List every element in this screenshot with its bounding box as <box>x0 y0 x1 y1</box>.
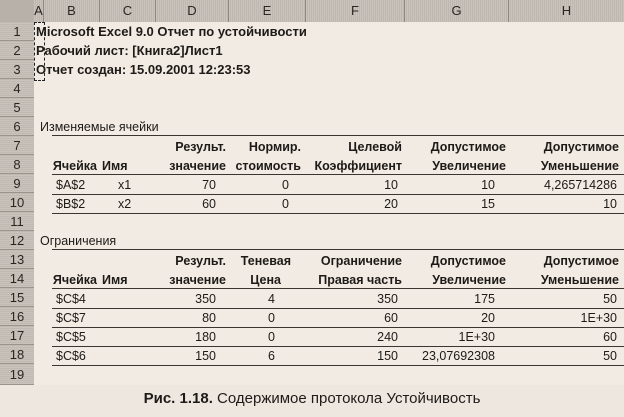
s1-hdr-dec[interactable]: Уменьшение <box>540 159 619 173</box>
column-header-f[interactable]: F <box>306 0 405 22</box>
column-header-e[interactable]: E <box>229 0 306 22</box>
section-variable-cells-title[interactable]: Изменяемые ячейки <box>40 120 159 134</box>
table-cell[interactable]: 10 <box>481 178 495 192</box>
table-cell[interactable]: 10 <box>603 197 617 211</box>
select-all-corner[interactable] <box>0 0 34 22</box>
table-cell[interactable]: $C$4 <box>56 292 86 306</box>
row-header-18[interactable]: 18 <box>0 345 34 364</box>
table-cell[interactable]: 15 <box>481 197 495 211</box>
table-cell[interactable]: $A$2 <box>56 178 86 192</box>
cell-grid <box>34 22 624 385</box>
table-cell[interactable]: $C$5 <box>56 330 86 344</box>
row-header-11[interactable]: 11 <box>0 212 34 231</box>
column-header-b[interactable]: B <box>44 0 100 22</box>
column-headers <box>34 0 624 22</box>
table-cell[interactable]: $C$7 <box>56 311 86 325</box>
row-header-4[interactable]: 4 <box>0 79 34 98</box>
s1-hdr-top-cost[interactable]: Нормир. <box>248 140 301 154</box>
table-cell[interactable]: 180 <box>195 330 216 344</box>
s1-hdr-name[interactable]: Имя <box>102 159 128 173</box>
row-header-14[interactable]: 14 <box>0 269 34 288</box>
s2-hdr-top-value[interactable]: Результ. <box>175 254 226 268</box>
row-header-10[interactable]: 10 <box>0 193 34 212</box>
s1-hdr-coef[interactable]: Коэффициент <box>314 159 402 173</box>
table-cell[interactable]: 0 <box>282 197 289 211</box>
table-cell[interactable]: 50 <box>603 292 617 306</box>
s2-row-rule <box>52 346 624 347</box>
table-cell[interactable]: x1 <box>118 178 132 192</box>
s1-hdr-top-dec[interactable]: Допустимое <box>543 140 619 154</box>
s2-header-rule <box>52 288 624 289</box>
section2-top-rule <box>52 249 624 250</box>
s1-row-rule <box>52 194 624 195</box>
table-cell[interactable]: 23,07692308 <box>422 349 495 363</box>
row-header-6[interactable]: 6 <box>0 117 34 136</box>
row-header-16[interactable]: 16 <box>0 307 34 326</box>
row-header-9[interactable]: 9 <box>0 174 34 193</box>
s1-hdr-value[interactable]: значение <box>169 159 226 173</box>
table-cell[interactable]: 0 <box>268 311 275 325</box>
table-cell[interactable]: 6 <box>268 349 275 363</box>
table-cell[interactable]: 60 <box>603 330 617 344</box>
s2-hdr-top-inc[interactable]: Допустимое <box>430 254 506 268</box>
section1-bottom-rule <box>52 213 624 214</box>
s1-header-rule <box>52 174 624 175</box>
table-cell[interactable]: 150 <box>195 349 216 363</box>
table-cell[interactable]: 60 <box>384 311 398 325</box>
row-header-8[interactable]: 8 <box>0 155 34 174</box>
table-cell[interactable]: 50 <box>603 349 617 363</box>
s2-hdr-limit[interactable]: Правая часть <box>318 273 402 287</box>
table-cell[interactable]: 20 <box>481 311 495 325</box>
row-header-19[interactable]: 19 <box>0 364 34 385</box>
table-cell[interactable]: $B$2 <box>56 197 86 211</box>
table-cell[interactable]: 1E+30 <box>458 330 495 344</box>
table-cell[interactable]: 350 <box>195 292 216 306</box>
s2-hdr-top-limit[interactable]: Ограничение <box>320 254 402 268</box>
table-cell[interactable]: 60 <box>202 197 216 211</box>
column-header-g[interactable]: G <box>405 0 509 22</box>
report-created-line[interactable]: Отчет создан: 15.09.2001 12:23:53 <box>36 62 251 77</box>
table-cell[interactable]: 80 <box>202 311 216 325</box>
s1-hdr-cost[interactable]: стоимость <box>235 159 301 173</box>
s2-hdr-inc[interactable]: Увеличение <box>432 273 506 287</box>
worksheet-line[interactable]: Рабочий лист: [Книга2]Лист1 <box>36 43 223 58</box>
row-header-1[interactable]: 1 <box>0 22 34 41</box>
table-cell[interactable]: 175 <box>474 292 495 306</box>
row-header-15[interactable]: 15 <box>0 288 34 307</box>
s1-hdr-top-coef[interactable]: Целевой <box>348 140 402 154</box>
row-header-17[interactable]: 17 <box>0 326 34 345</box>
table-cell[interactable]: 70 <box>202 178 216 192</box>
table-cell[interactable]: 10 <box>384 178 398 192</box>
table-cell[interactable]: 1E+30 <box>580 311 617 325</box>
s2-hdr-top-dec[interactable]: Допустимое <box>543 254 619 268</box>
table-cell[interactable]: 150 <box>377 349 398 363</box>
table-cell[interactable]: 240 <box>377 330 398 344</box>
s1-hdr-inc[interactable]: Увеличение <box>432 159 506 173</box>
section1-top-rule <box>52 135 624 136</box>
column-header-a[interactable]: A <box>34 0 44 22</box>
table-cell[interactable]: 4 <box>268 292 275 306</box>
s2-row-rule <box>52 308 624 309</box>
section-constraints-title[interactable]: Ограничения <box>40 234 117 248</box>
row-header-3[interactable]: 3 <box>0 60 34 79</box>
report-title[interactable]: Microsoft Excel 9.0 Отчет по устойчивости <box>36 24 307 39</box>
row-header-12[interactable]: 12 <box>0 231 34 250</box>
column-header-d[interactable]: D <box>156 0 229 22</box>
row-header-13[interactable]: 13 <box>0 250 34 269</box>
row-header-2[interactable]: 2 <box>0 41 34 60</box>
table-cell[interactable]: $C$6 <box>56 349 86 363</box>
table-cell[interactable]: 4,265714286 <box>544 178 617 192</box>
table-cell[interactable]: 0 <box>268 330 275 344</box>
figure-caption-text: Содержимое протокола Устойчивость <box>217 390 481 407</box>
column-header-h[interactable]: H <box>509 0 624 22</box>
row-header-5[interactable]: 5 <box>0 98 34 117</box>
s2-hdr-value[interactable]: значение <box>169 273 226 287</box>
s2-hdr-cell[interactable]: Ячейка <box>52 273 97 287</box>
s2-row-rule <box>52 327 624 328</box>
table-cell[interactable]: 0 <box>282 178 289 192</box>
s1-hdr-top-value[interactable]: Результ. <box>175 140 226 154</box>
table-cell[interactable]: x2 <box>118 197 132 211</box>
selected-cell-a1[interactable] <box>34 22 45 81</box>
s2-hdr-shadow[interactable]: Цена <box>250 273 281 287</box>
s2-hdr-dec[interactable]: Уменьшение <box>540 273 619 287</box>
figure-caption-label: Рис. 1.18. <box>143 390 213 407</box>
row-header-7[interactable]: 7 <box>0 136 34 155</box>
s2-hdr-name[interactable]: Имя <box>102 273 128 287</box>
s2-hdr-top-shadow[interactable]: Теневая <box>240 254 291 268</box>
table-cell[interactable]: 350 <box>377 292 398 306</box>
s1-hdr-cell[interactable]: Ячейка <box>52 159 97 173</box>
column-header-c[interactable]: C <box>100 0 156 22</box>
section2-bottom-rule <box>52 365 624 366</box>
table-cell[interactable]: 20 <box>384 197 398 211</box>
s1-hdr-top-inc[interactable]: Допустимое <box>430 140 506 154</box>
figure-caption <box>0 390 624 407</box>
